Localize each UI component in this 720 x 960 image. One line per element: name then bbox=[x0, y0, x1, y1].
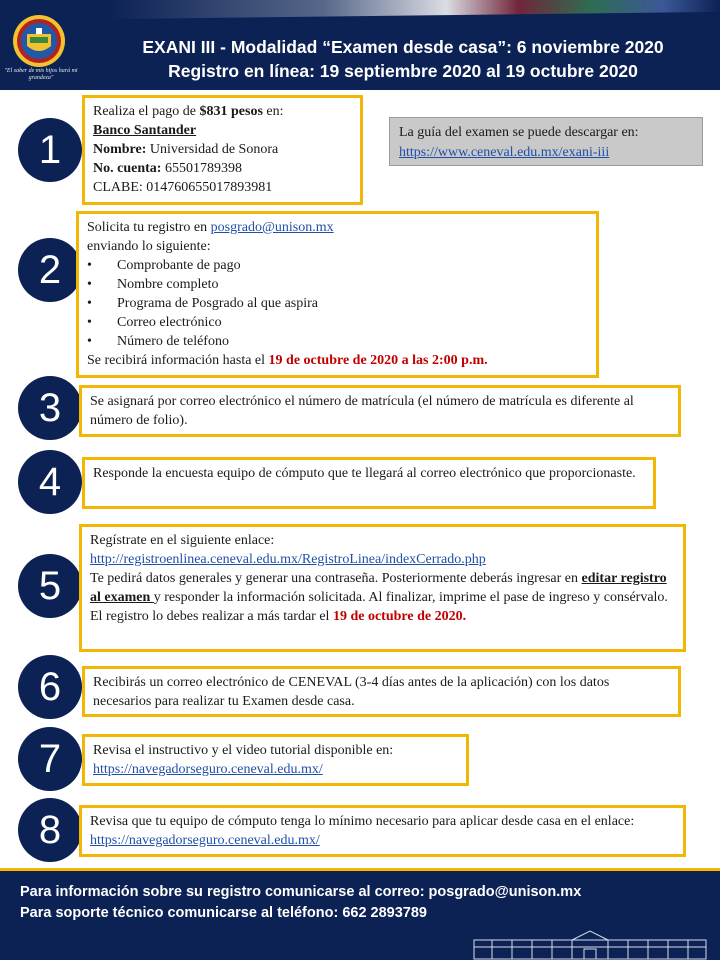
contact-footer bbox=[0, 868, 720, 960]
list-item: • Correo electrónico bbox=[87, 315, 222, 330]
list-item: • Número de teléfono bbox=[87, 334, 229, 349]
ceneval-email-text: Recibirás un correo electrónico de CENEVAL (3-4 días antes de la aplicación) con los datos necesarios para realizar tu Examen desde casa. bbox=[93, 675, 610, 709]
step-number-4: 4 bbox=[18, 450, 82, 514]
step-number-6: 6 bbox=[18, 655, 82, 719]
university-seal-icon bbox=[12, 14, 66, 68]
step-number-3: 3 bbox=[18, 376, 82, 440]
step-number-5: 5 bbox=[18, 554, 82, 618]
step-6-box bbox=[82, 666, 681, 717]
header-banner bbox=[0, 0, 720, 90]
register-instructions: Te pedirá datos generales y generar una contraseña. Posteriormente deberás ingresar en editar registro al examen y responder la información solicitada. Al finalizar, imprime el pase de ingreso y consérvalo. El registro lo debes realizar a más tardar el 19 de octubre de 2020. bbox=[90, 571, 668, 624]
register-link-intro: Regístrate en el siguiente enlace: bbox=[90, 533, 275, 548]
step-number-8: 8 bbox=[18, 798, 82, 862]
step-4-box bbox=[82, 457, 656, 509]
clabe-number: CLABE: 014760655017893981 bbox=[93, 180, 273, 195]
university-motto: "El saber de mis hijos hará mi grandeza" bbox=[4, 68, 78, 81]
building-facade-icon bbox=[472, 930, 708, 960]
exam-guide-box bbox=[389, 117, 703, 166]
step-number-7: 7 bbox=[18, 727, 82, 791]
tutorial-link[interactable]: https://navegadorseguro.ceneval.edu.mx/ bbox=[93, 762, 323, 777]
guide-text: La guía del examen se puede descargar en: bbox=[399, 125, 639, 140]
header-decorative-streak bbox=[0, 0, 720, 34]
list-item: • Comprobante de pago bbox=[87, 258, 241, 273]
step-number-2: 2 bbox=[18, 238, 82, 302]
contact-email-line: Para información sobre su registro comunicarse al correo: posgrado@unison.mx bbox=[20, 884, 582, 900]
step-3-box bbox=[79, 385, 681, 437]
requirements-text: Revisa que tu equipo de cómputo tenga lo mínimo necesario para aplicar desde casa en el enlace: https://navegadorseguro.ceneval.edu.mx/ bbox=[90, 814, 635, 848]
ceneval-register-link[interactable]: http://registroenlinea.ceneval.edu.mx/RegistroLinea/indexCerrado.php bbox=[90, 552, 486, 567]
registration-email-link[interactable]: posgrado@unison.mx bbox=[210, 220, 334, 235]
contact-phone-line: Para soporte técnico comunicarse al teléfono: 662 2893789 bbox=[20, 905, 427, 921]
account-name: Nombre: Universidad de Sonora bbox=[93, 142, 279, 157]
payment-intro: Realiza el pago de $831 pesos en: bbox=[93, 104, 284, 119]
register-deadline: 19 de octubre de 2020. bbox=[332, 609, 467, 624]
payment-amount: $831 pesos bbox=[199, 104, 263, 119]
step-7-box bbox=[82, 734, 469, 786]
step-number-1: 1 bbox=[18, 118, 82, 182]
page-title: EXANI III - Modalidad “Examen desde casa”: 6 noviembre 2020 bbox=[142, 37, 664, 57]
registration-dates-subtitle: Registro en línea: 19 septiembre 2020 al 19 octubre 2020 bbox=[168, 61, 638, 81]
edit-registration-label: editar registro al examen bbox=[90, 571, 667, 605]
survey-text: Responde la encuesta equipo de cómputo que te llegará al correo electrónico que proporcionaste. bbox=[93, 466, 636, 481]
list-item: • Nombre completo bbox=[87, 277, 219, 292]
bank-name: Banco Santander bbox=[93, 123, 197, 138]
requirements-link[interactable]: https://navegadorseguro.ceneval.edu.mx/ bbox=[90, 833, 320, 848]
guide-link[interactable]: https://www.ceneval.edu.mx/exani-iii bbox=[399, 145, 610, 160]
step-2-registration-box bbox=[76, 211, 599, 378]
enrollment-number-text: Se asignará por correo electrónico el número de matrícula (el número de matrícula es diferente al número de folio). bbox=[90, 394, 634, 428]
registration-request: Solicita tu registro en posgrado@unison.mx bbox=[87, 220, 334, 235]
account-number: No. cuenta: 65501789398 bbox=[93, 161, 242, 176]
step-1-payment-box bbox=[82, 95, 363, 205]
step-8-box bbox=[79, 805, 686, 857]
list-item: • Programa de Posgrado al que aspira bbox=[87, 296, 318, 311]
step-5-box bbox=[79, 524, 686, 652]
registration-deadline: Se recibirá información hasta el 19 de octubre de 2020 a las 2:00 p.m. bbox=[87, 353, 488, 368]
tutorial-text: Revisa el instructivo y el video tutorial disponible en: bbox=[93, 743, 394, 758]
registration-instructions: enviando lo siguiente: bbox=[87, 239, 211, 254]
